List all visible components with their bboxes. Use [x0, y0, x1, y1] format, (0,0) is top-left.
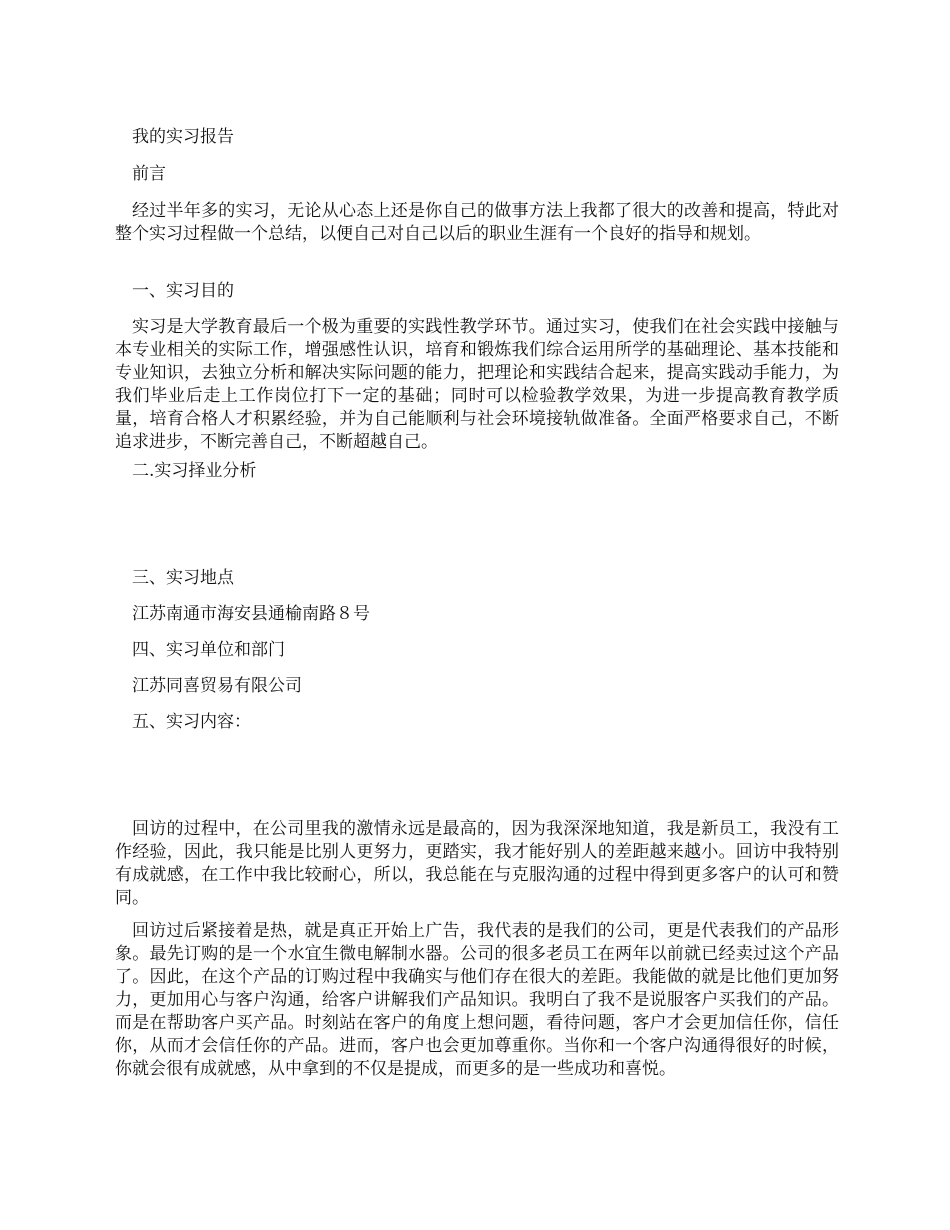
- section5-paragraph-2: 回访过后紧接着是热，就是真正开始上广告，我代表的是我们的公司，更是代表我们的产品形象。最先订购的是一个水宜生微电解制水器。公司的很多老员工在两年以前就已经卖过这个产品了。因此，在这个产品的订购过程中我确实与他们存在很大的差距。我能做的就是比他们更加努力，更加用心与客户沟通，给客户讲解我们产品知识。我明白了我不是说服客户买我们的产品。而是在帮助客户买产品。时刻站在客户的角度上想问题，看待问题，客户才会更加信任你，信任你，从而才会信任你的产品。进而，客户也会更加尊重你。当你和一个客户沟通得很好的时候，你就会很有成就感，从中拿到的不仅是提成，而更多的是一些成功和喜悦。: [115, 921, 839, 1079]
- section3-paragraph: 江苏南通市海安县通榆南路８号: [132, 604, 370, 624]
- section3-heading: 三、实习地点: [132, 568, 234, 588]
- section1-paragraph: 实习是大学教育最后一个极为重要的实践性教学环节。通过实习，使我们在社会实践中接触与本专业相关的实际工作，增强感性认识，培育和锻炼我们综合运用所学的基础理论、基本技能和专业知识，去独立分析和解决实际问题的能力，把理论和实践结合起来，提高实践动手能力，为我们毕业后走上工作岗位打下一定的基础；同时可以检验教学效果，为进一步提高教育教学质量，培育合格人才积累经验，并为自己能顺利与社会环境接轨做准备。全面严格要求自己，不断追求进步，不断完善自己，不断超越自己。: [115, 317, 839, 452]
- foreword-paragraph: 经过半年多的实习，无论从心态上还是你自己的做事方法上我都了很大的改善和提高，特此对整个实习过程做一个总结，以便自己对自己以后的职业生涯有一个良好的指导和规划。: [115, 201, 839, 244]
- section4-heading: 四、实习单位和部门: [132, 640, 285, 660]
- document-title: 我的实习报告: [132, 127, 234, 147]
- foreword-heading: 前言: [132, 164, 166, 184]
- section2-heading: 二.实习择业分析: [132, 461, 257, 481]
- section5-heading: 五、实习内容：: [132, 712, 251, 732]
- section4-paragraph: 江苏同喜贸易有限公司: [132, 676, 302, 696]
- section5-paragraph-1: 回访的过程中，在公司里我的激情永远是最高的，因为我深深地知道，我是新员工，我没有工作经验，因此，我只能是比别人更努力，更踏实，我才能好别人的差距越来越小。回访中我特别有成就感，在工作中我比较耐心，所以，我总能在与克服沟通的过程中得到更多客户的认可和赞同。: [115, 819, 839, 908]
- section1-heading: 一、实习目的: [132, 281, 234, 301]
